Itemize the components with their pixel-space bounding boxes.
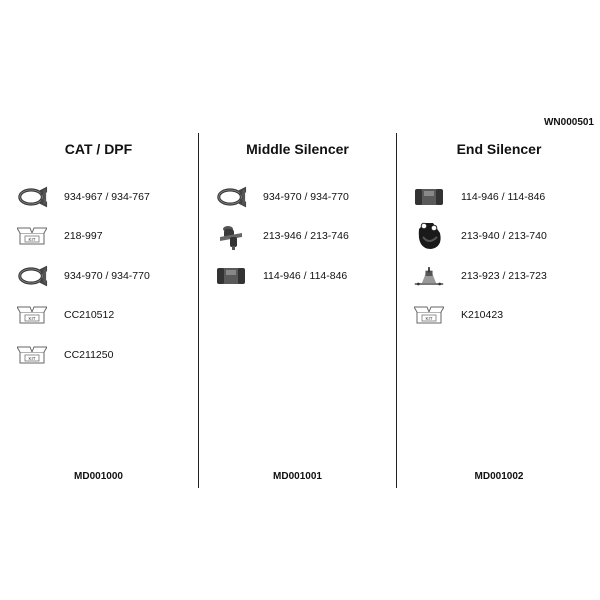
part-item xyxy=(397,256,600,296)
column-code: MD001000 xyxy=(74,471,123,482)
part-number: CC210512 xyxy=(64,309,115,322)
rubber-mount-icon xyxy=(215,220,247,252)
kit-box-icon xyxy=(16,220,48,252)
document-code: WN000501 xyxy=(543,117,594,128)
part-item xyxy=(0,256,197,296)
column-title: CAT / DPF xyxy=(64,141,133,157)
column-1 xyxy=(0,133,197,488)
part-number: 213-940 / 213-740 xyxy=(461,230,547,243)
clamp-icon xyxy=(16,181,48,213)
sleeve-connector-icon xyxy=(215,260,247,292)
clamp-icon xyxy=(215,181,247,213)
part-number: 934-970 / 934-770 xyxy=(263,190,349,203)
mounting-bracket-icon xyxy=(413,260,445,292)
part-item xyxy=(0,335,197,375)
svg-text:KIT: KIT xyxy=(425,316,433,322)
svg-text:KIT: KIT xyxy=(28,355,36,361)
svg-text:KIT: KIT xyxy=(28,316,36,322)
part-item xyxy=(0,217,197,257)
rubber-hanger-icon xyxy=(413,220,445,252)
part-number: 934-970 / 934-770 xyxy=(64,269,150,282)
column-title: Middle Silencer xyxy=(246,141,349,157)
column-3 xyxy=(396,133,600,488)
part-item xyxy=(397,217,600,257)
parts-list xyxy=(0,177,197,375)
part-number: 934-967 / 934-767 xyxy=(64,190,150,203)
part-item xyxy=(199,256,396,296)
part-number: K210423 xyxy=(461,309,504,322)
column-code: MD001001 xyxy=(273,471,322,482)
part-number: 218-997 xyxy=(64,230,103,243)
clamp-icon xyxy=(16,260,48,292)
kit-box-icon xyxy=(16,339,48,371)
column-code: MD001002 xyxy=(474,471,524,482)
part-number: 114-946 / 114-846 xyxy=(263,269,348,282)
part-item xyxy=(199,177,396,217)
part-item xyxy=(397,296,600,336)
svg-text:KIT: KIT xyxy=(28,237,36,243)
parts-list xyxy=(397,177,600,335)
part-number: 114-946 / 114-846 xyxy=(461,190,546,203)
part-number: 213-923 / 213-723 xyxy=(461,269,547,282)
part-item xyxy=(0,296,197,336)
part-number: 213-946 / 213-746 xyxy=(263,230,349,243)
parts-list xyxy=(199,177,396,296)
sleeve-connector-icon xyxy=(413,181,445,213)
column-title: End Silencer xyxy=(456,141,542,157)
kit-box-icon xyxy=(16,299,48,331)
part-item xyxy=(397,177,600,217)
part-item xyxy=(199,217,396,257)
column-2 xyxy=(198,133,396,488)
part-item xyxy=(0,177,197,217)
part-number: CC211250 xyxy=(64,348,114,361)
kit-box-icon xyxy=(413,299,445,331)
